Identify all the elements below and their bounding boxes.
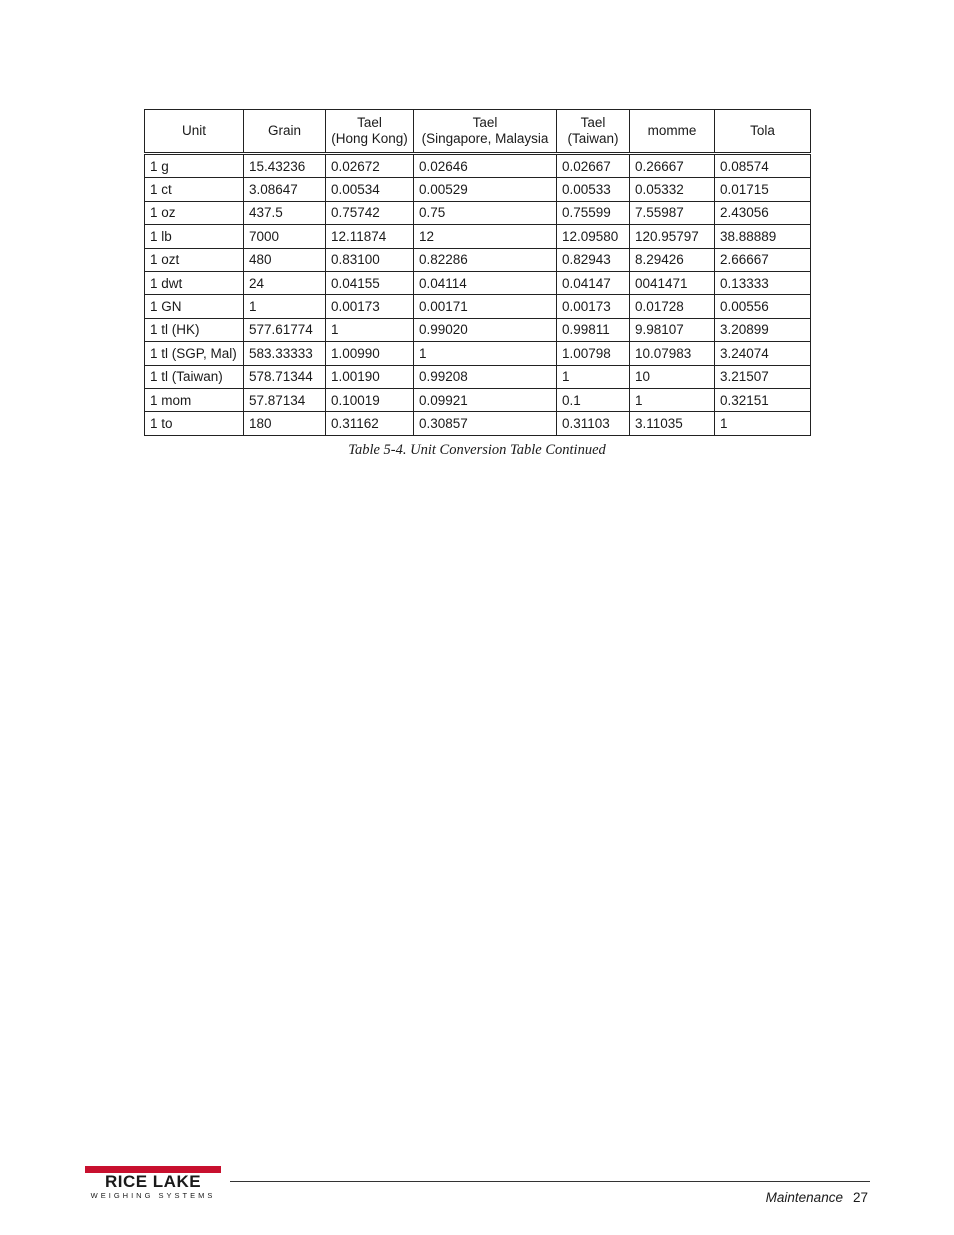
table-row <box>145 388 811 411</box>
table-cell: 1 <box>715 412 811 435</box>
table-cell: 38.88889 <box>715 225 811 248</box>
table-row <box>145 412 811 435</box>
table-cell: 1 <box>557 365 630 388</box>
rice-lake-logo <box>85 1166 221 1202</box>
table-cell: 1.00990 <box>326 342 414 365</box>
column-header-tael-singapore-malaysia: Tael (Singapore, Malaysia <box>414 110 557 154</box>
table-row <box>145 318 811 341</box>
table-cell: 1 <box>244 295 326 318</box>
row-unit-cell: 1 tl (Taiwan) <box>145 365 244 388</box>
column-header-momme: momme <box>630 110 715 154</box>
table-cell: 1.00190 <box>326 365 414 388</box>
table-cell: 583.33333 <box>244 342 326 365</box>
table-cell: 120.95797 <box>630 225 715 248</box>
table-row <box>145 271 811 294</box>
table-cell: 12 <box>414 225 557 248</box>
table-cell: 0.00173 <box>557 295 630 318</box>
table-cell: 0.00534 <box>326 178 414 201</box>
table-cell: 1 <box>630 388 715 411</box>
table-cell: 437.5 <box>244 201 326 224</box>
column-header-grain: Grain <box>244 110 326 154</box>
row-unit-cell: 1 mom <box>145 388 244 411</box>
table-cell: 0.04114 <box>414 271 557 294</box>
table-cell: 0.99811 <box>557 318 630 341</box>
table-cell: 0.04155 <box>326 271 414 294</box>
table-cell: 577.61774 <box>244 318 326 341</box>
table-cell: 3.24074 <box>715 342 811 365</box>
table-row <box>145 295 811 318</box>
table-cell: 0.1 <box>557 388 630 411</box>
table-cell: 578.71344 <box>244 365 326 388</box>
table-caption: Table 5-4. Unit Conversion Table Continued <box>348 442 606 458</box>
table-cell: 3.11035 <box>630 412 715 435</box>
table-cell: 3.08647 <box>244 178 326 201</box>
page-number: 27 <box>852 1190 868 1205</box>
row-unit-cell: 1 to <box>145 412 244 435</box>
table-cell: 15.43236 <box>244 154 326 178</box>
table-cell: 0.00533 <box>557 178 630 201</box>
table-cell: 0.30857 <box>414 412 557 435</box>
row-unit-cell: 1 dwt <box>145 271 244 294</box>
row-unit-cell: 1 ct <box>145 178 244 201</box>
table-row <box>145 201 811 224</box>
table-cell: 0.09921 <box>414 388 557 411</box>
column-header-tola: Tola <box>715 110 811 154</box>
table-cell: 0.00529 <box>414 178 557 201</box>
table-cell: 0.75742 <box>326 201 414 224</box>
table-cell: 0.02646 <box>414 154 557 178</box>
footer-divider <box>230 1181 870 1182</box>
row-unit-cell: 1 lb <box>145 225 244 248</box>
logo-tagline: WEIGHING SYSTEMS <box>90 1191 216 1200</box>
table-cell: 57.87134 <box>244 388 326 411</box>
table-cell: 10.07983 <box>630 342 715 365</box>
column-header-unit: Unit <box>145 110 244 154</box>
table-cell: 0.02667 <box>557 154 630 178</box>
table-body <box>145 154 811 436</box>
table-cell: 0.04147 <box>557 271 630 294</box>
table-cell: 0.83100 <box>326 248 414 271</box>
table-row <box>145 225 811 248</box>
table-cell: 2.66667 <box>715 248 811 271</box>
table-cell: 7000 <box>244 225 326 248</box>
table-cell: 0041471 <box>630 271 715 294</box>
table-cell: 480 <box>244 248 326 271</box>
table-cell: 0.01728 <box>630 295 715 318</box>
table-cell: 0.82943 <box>557 248 630 271</box>
table-row <box>145 154 811 178</box>
table-cell: 0.99208 <box>414 365 557 388</box>
table-cell: 0.08574 <box>715 154 811 178</box>
table-cell: 0.00556 <box>715 295 811 318</box>
table-cell: 0.00171 <box>414 295 557 318</box>
table-cell: 12.09580 <box>557 225 630 248</box>
table-cell: 0.31103 <box>557 412 630 435</box>
table-header-row <box>145 110 811 154</box>
table-cell: 3.20899 <box>715 318 811 341</box>
table-cell: 12.11874 <box>326 225 414 248</box>
logo-name: RICE LAKE <box>104 1172 202 1191</box>
row-unit-cell: 1 tl (SGP, Mal) <box>145 342 244 365</box>
table-cell: 2.43056 <box>715 201 811 224</box>
column-header-tael-hong-kong: Tael (Hong Kong) <box>326 110 414 154</box>
table-row <box>145 342 811 365</box>
table-row <box>145 178 811 201</box>
row-unit-cell: 1 ozt <box>145 248 244 271</box>
row-unit-cell: 1 g <box>145 154 244 178</box>
table-cell: 1 <box>414 342 557 365</box>
table-cell: 0.00173 <box>326 295 414 318</box>
column-header-tael-taiwan: Tael (Taiwan) <box>557 110 630 154</box>
table-cell: 0.31162 <box>326 412 414 435</box>
footer-section: Maintenance <box>765 1190 843 1205</box>
table-row <box>145 365 811 388</box>
row-unit-cell: 1 tl (HK) <box>145 318 244 341</box>
unit-conversion-table <box>144 109 811 436</box>
table-cell: 180 <box>244 412 326 435</box>
table-cell: 10 <box>630 365 715 388</box>
table-cell: 0.99020 <box>414 318 557 341</box>
table-cell: 1 <box>326 318 414 341</box>
table-cell: 8.29426 <box>630 248 715 271</box>
table-cell: 7.55987 <box>630 201 715 224</box>
page-footer <box>766 1190 868 1205</box>
table-cell: 0.26667 <box>630 154 715 178</box>
table-cell: 0.02672 <box>326 154 414 178</box>
row-unit-cell: 1 GN <box>145 295 244 318</box>
table-cell: 9.98107 <box>630 318 715 341</box>
table-cell: 1.00798 <box>557 342 630 365</box>
table-cell: 0.10019 <box>326 388 414 411</box>
table-cell: 0.75 <box>414 201 557 224</box>
table-cell: 3.21507 <box>715 365 811 388</box>
table-cell: 0.05332 <box>630 178 715 201</box>
table-cell: 0.82286 <box>414 248 557 271</box>
table-cell: 24 <box>244 271 326 294</box>
table-cell: 0.75599 <box>557 201 630 224</box>
table-cell: 0.13333 <box>715 271 811 294</box>
table-cell: 0.32151 <box>715 388 811 411</box>
row-unit-cell: 1 oz <box>145 201 244 224</box>
table-cell: 0.01715 <box>715 178 811 201</box>
table-row <box>145 248 811 271</box>
